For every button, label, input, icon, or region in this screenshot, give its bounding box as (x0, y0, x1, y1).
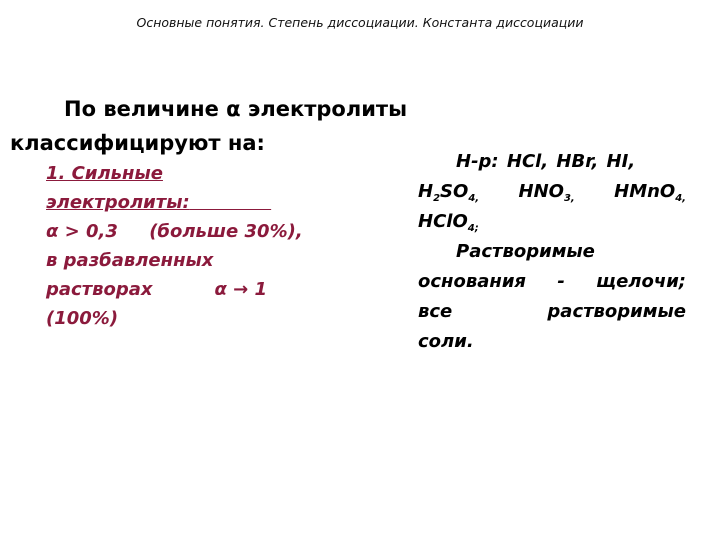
acids-line-2 (418, 177, 686, 207)
hclo4-formula: HClO$_{4;}$ (418, 211, 479, 234)
hmno4-formula: HMnO$_{4,}$ (614, 181, 686, 204)
strong-heading-line-1: 1. Сильные (46, 163, 163, 184)
bases-line-3: все растворимые (418, 301, 686, 322)
bases-line-2: основания - щелочи; (418, 271, 686, 292)
bases-line-1: Растворимые (456, 241, 595, 262)
bases-line-4: соли. (418, 331, 474, 352)
solutions-word: растворах (46, 279, 153, 300)
alpha-limit: α → 1 (214, 279, 268, 300)
solutions-line (46, 275, 356, 304)
alpha-threshold: α > 0,3 (больше 30%), (46, 221, 303, 242)
examples-block (418, 147, 686, 357)
intro-line-1: По величине α электролиты (64, 97, 408, 121)
dilute-text: в разбавленных (46, 250, 214, 271)
intro-line-2: классифицируют на: (10, 131, 265, 155)
h2so4-formula: $H_2SO_{4,}$ (418, 181, 480, 204)
acids-line-1: Н-р: HCl, HBr, HI, (456, 151, 636, 172)
percent-100: (100%) (46, 308, 119, 329)
slide-header: Основные понятия. Степень диссоциации. Константа диссоциации (136, 15, 584, 30)
strong-heading-line-2: электролиты: (46, 192, 190, 213)
strong-electrolytes-block (46, 159, 356, 333)
hno3-formula: $HNO_{3,}$ (518, 181, 575, 204)
acids-line-3 (418, 207, 686, 237)
